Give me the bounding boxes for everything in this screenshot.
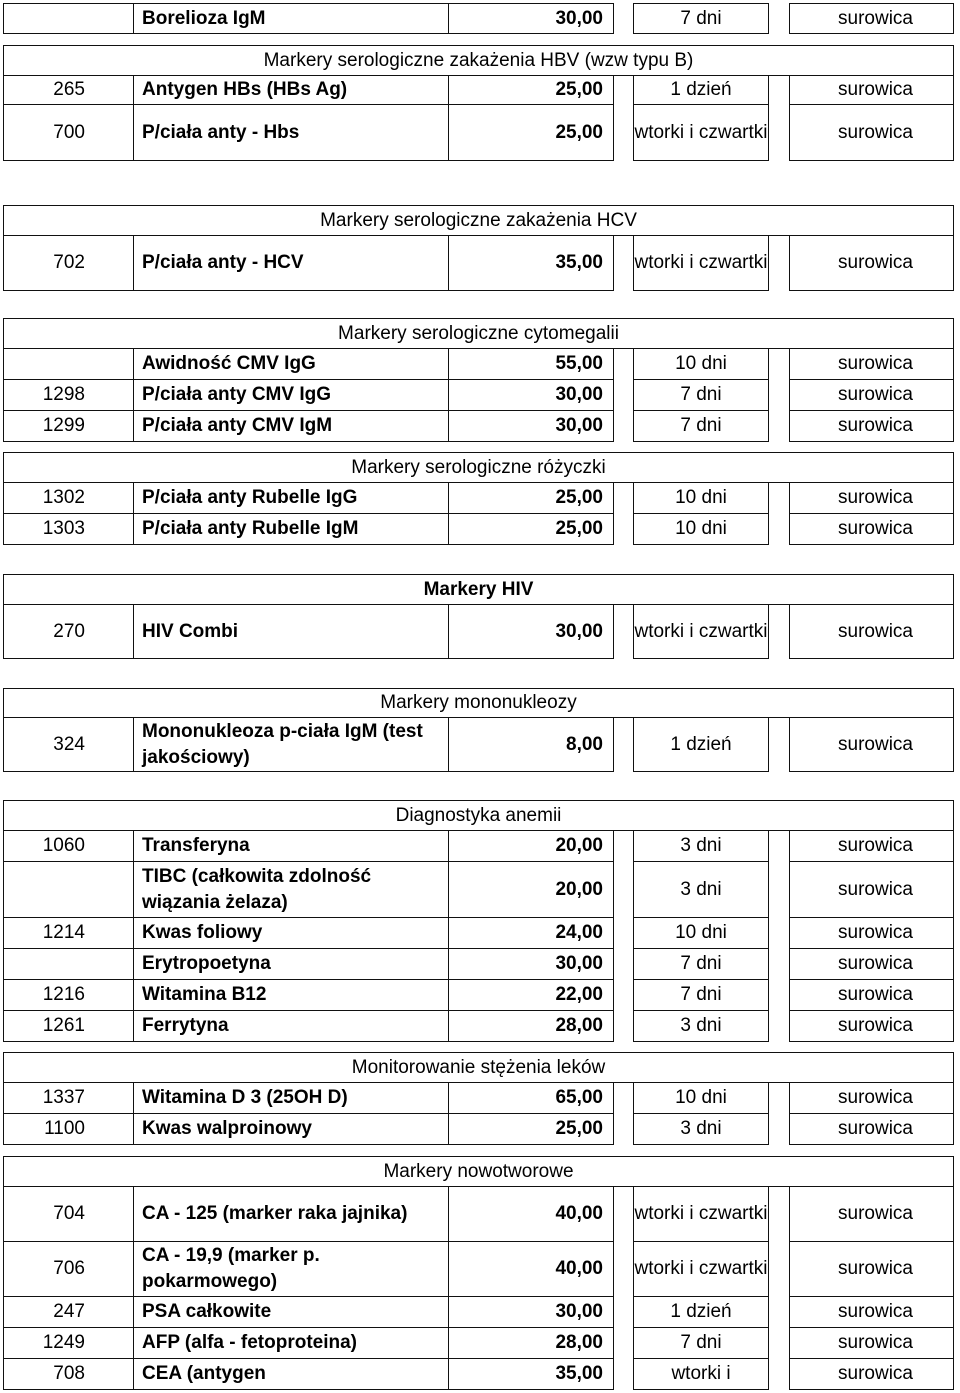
test-code: 706 bbox=[3, 1242, 134, 1297]
sample-type: surowica bbox=[789, 1297, 954, 1328]
test-row bbox=[0, 76, 960, 105]
test-name: P/ciała anty CMV IgG bbox=[133, 380, 449, 411]
sample-type: surowica bbox=[789, 514, 954, 545]
test-code bbox=[3, 862, 134, 918]
test-code: 1337 bbox=[3, 1083, 134, 1114]
sample-type: surowica bbox=[789, 605, 954, 659]
test-row bbox=[0, 1297, 960, 1328]
test-code: 708 bbox=[3, 1359, 134, 1390]
test-price: 22,00 bbox=[448, 980, 614, 1011]
section-title: Markery mononukleozy bbox=[3, 688, 954, 718]
test-price: 65,00 bbox=[448, 1083, 614, 1114]
test-price: 55,00 bbox=[448, 349, 614, 380]
test-code bbox=[3, 349, 134, 380]
test-row bbox=[0, 1114, 960, 1145]
test-row bbox=[0, 514, 960, 545]
sample-type: surowica bbox=[789, 76, 954, 105]
turnaround-time: 1 dzień bbox=[633, 718, 769, 772]
section-header-diagnostyka-anemii bbox=[0, 800, 960, 831]
test-price: 25,00 bbox=[448, 483, 614, 514]
turnaround-time: 3 dni bbox=[633, 1114, 769, 1145]
test-row bbox=[0, 1011, 960, 1042]
test-name: P/ciała anty Rubelle IgM bbox=[133, 514, 449, 545]
sample-type: surowica bbox=[789, 1187, 954, 1242]
sample-type: surowica bbox=[789, 3, 954, 34]
sample-type: surowica bbox=[789, 349, 954, 380]
turnaround-time: 7 dni bbox=[633, 949, 769, 980]
turnaround-time: 10 dni bbox=[633, 483, 769, 514]
test-row bbox=[0, 605, 960, 659]
section-title: Markery serologiczne cytomegalii bbox=[3, 318, 954, 349]
section-title: Markery serologiczne zakażenia HCV bbox=[3, 205, 954, 236]
test-price: 40,00 bbox=[448, 1242, 614, 1297]
test-price: 25,00 bbox=[448, 514, 614, 545]
test-price: 40,00 bbox=[448, 1187, 614, 1242]
test-price: 30,00 bbox=[448, 1297, 614, 1328]
test-code: 270 bbox=[3, 605, 134, 659]
turnaround-time: 3 dni bbox=[633, 862, 769, 918]
sample-type: surowica bbox=[789, 411, 954, 442]
test-code: 1298 bbox=[3, 380, 134, 411]
test-name: Ferrytyna bbox=[133, 1011, 449, 1042]
section-header-monitorowanie-stezenia-lekow bbox=[0, 1052, 960, 1083]
sample-type: surowica bbox=[789, 236, 954, 291]
section-header-markery-serologiczne-zakazenia-hcv bbox=[0, 205, 960, 236]
sample-type: surowica bbox=[789, 1083, 954, 1114]
turnaround-time: 1 dzień bbox=[633, 76, 769, 105]
test-row bbox=[0, 236, 960, 291]
test-row bbox=[0, 1328, 960, 1359]
test-code: 1060 bbox=[3, 831, 134, 862]
section-header-markery-serologiczne-zakazenia-hbv-wzw-typu-b bbox=[0, 45, 960, 76]
test-name: TIBC (całkowita zdolność wiązania żelaza) bbox=[133, 862, 449, 918]
test-price: 24,00 bbox=[448, 918, 614, 949]
turnaround-time: 7 dni bbox=[633, 980, 769, 1011]
test-name: Mononukleoza p-ciała IgM (test jakościowy) bbox=[133, 718, 449, 772]
test-code: 1303 bbox=[3, 514, 134, 545]
sample-type: surowica bbox=[789, 380, 954, 411]
test-code: 1100 bbox=[3, 1114, 134, 1145]
sample-type: surowica bbox=[789, 980, 954, 1011]
sample-type: surowica bbox=[789, 105, 954, 161]
test-price: 28,00 bbox=[448, 1011, 614, 1042]
test-row bbox=[0, 718, 960, 772]
test-name: P/ciała anty CMV IgM bbox=[133, 411, 449, 442]
test-row bbox=[0, 862, 960, 918]
section-title: Markery serologiczne różyczki bbox=[3, 452, 954, 483]
test-row bbox=[0, 1187, 960, 1242]
section-title: Markery serologiczne zakażenia HBV (wzw typu B) bbox=[3, 45, 954, 76]
turnaround-time: 1 dzień bbox=[633, 1297, 769, 1328]
sample-type: surowica bbox=[789, 862, 954, 918]
turnaround-time: 10 dni bbox=[633, 514, 769, 545]
sample-type: surowica bbox=[789, 918, 954, 949]
turnaround-time: 3 dni bbox=[633, 831, 769, 862]
section-header-markery-serologiczne-cytomegalii bbox=[0, 318, 960, 349]
test-code: 324 bbox=[3, 718, 134, 772]
section-title: Diagnostyka anemii bbox=[3, 800, 954, 831]
test-price: 30,00 bbox=[448, 949, 614, 980]
test-name: Awidność CMV IgG bbox=[133, 349, 449, 380]
section-header-markery-serologiczne-rozyczki bbox=[0, 452, 960, 483]
test-row bbox=[0, 483, 960, 514]
test-price: 25,00 bbox=[448, 76, 614, 105]
turnaround-time: 10 dni bbox=[633, 349, 769, 380]
test-price: 25,00 bbox=[448, 105, 614, 161]
test-name: Transferyna bbox=[133, 831, 449, 862]
turnaround-time: 7 dni bbox=[633, 380, 769, 411]
section-header-markery-mononukleozy bbox=[0, 688, 960, 718]
test-name: P/ciała anty Rubelle IgG bbox=[133, 483, 449, 514]
test-code: 1299 bbox=[3, 411, 134, 442]
turnaround-time: wtorki i czwartki bbox=[633, 1242, 769, 1297]
test-name: Borelioza IgM bbox=[133, 3, 449, 34]
turnaround-time: wtorki i czwartki bbox=[633, 1187, 769, 1242]
section-title: Markery HIV bbox=[3, 574, 954, 605]
test-price: 35,00 bbox=[448, 1359, 614, 1390]
test-code: 1214 bbox=[3, 918, 134, 949]
test-price: 35,00 bbox=[448, 236, 614, 291]
test-price: 30,00 bbox=[448, 3, 614, 34]
test-code bbox=[3, 3, 134, 34]
test-row bbox=[0, 3, 960, 34]
test-row bbox=[0, 949, 960, 980]
test-name: AFP (alfa - fetoproteina) bbox=[133, 1328, 449, 1359]
test-price: 30,00 bbox=[448, 411, 614, 442]
test-row bbox=[0, 349, 960, 380]
test-name: Erytropoetyna bbox=[133, 949, 449, 980]
sample-type: surowica bbox=[789, 718, 954, 772]
test-name: Witamina B12 bbox=[133, 980, 449, 1011]
test-row bbox=[0, 1242, 960, 1297]
section-title: Monitorowanie stężenia leków bbox=[3, 1052, 954, 1083]
test-name: Antygen HBs (HBs Ag) bbox=[133, 76, 449, 105]
turnaround-time: 3 dni bbox=[633, 1011, 769, 1042]
turnaround-time: 10 dni bbox=[633, 1083, 769, 1114]
turnaround-time: 10 dni bbox=[633, 918, 769, 949]
turnaround-time: wtorki i czwartki bbox=[633, 236, 769, 291]
test-row bbox=[0, 1359, 960, 1390]
turnaround-time: 7 dni bbox=[633, 411, 769, 442]
test-row bbox=[0, 918, 960, 949]
test-row bbox=[0, 1083, 960, 1114]
test-row bbox=[0, 831, 960, 862]
test-price: 20,00 bbox=[448, 862, 614, 918]
sample-type: surowica bbox=[789, 949, 954, 980]
section-header-markery-hiv bbox=[0, 574, 960, 605]
sample-type: surowica bbox=[789, 1328, 954, 1359]
section-title: Markery nowotworowe bbox=[3, 1156, 954, 1187]
test-price: 25,00 bbox=[448, 1114, 614, 1145]
test-row bbox=[0, 105, 960, 161]
test-name: CA - 125 (marker raka jajnika) bbox=[133, 1187, 449, 1242]
test-code bbox=[3, 949, 134, 980]
turnaround-time: wtorki i czwartki bbox=[633, 605, 769, 659]
section-header-markery-nowotworowe bbox=[0, 1156, 960, 1187]
turnaround-time: 7 dni bbox=[633, 3, 769, 34]
test-name: Kwas foliowy bbox=[133, 918, 449, 949]
turnaround-time: 7 dni bbox=[633, 1328, 769, 1359]
test-code: 704 bbox=[3, 1187, 134, 1242]
test-name: CA - 19,9 (marker p. pokarmowego) bbox=[133, 1242, 449, 1297]
test-code: 702 bbox=[3, 236, 134, 291]
test-price: 28,00 bbox=[448, 1328, 614, 1359]
test-row bbox=[0, 980, 960, 1011]
test-name: Witamina D 3 (25OH D) bbox=[133, 1083, 449, 1114]
test-name: PSA całkowite bbox=[133, 1297, 449, 1328]
test-price: 30,00 bbox=[448, 605, 614, 659]
test-price: 8,00 bbox=[448, 718, 614, 772]
test-code: 1302 bbox=[3, 483, 134, 514]
sample-type: surowica bbox=[789, 1359, 954, 1390]
test-code: 1249 bbox=[3, 1328, 134, 1359]
test-name: P/ciała anty - Hbs bbox=[133, 105, 449, 161]
test-code: 1216 bbox=[3, 980, 134, 1011]
turnaround-time: wtorki i czwartki bbox=[633, 105, 769, 161]
test-code: 265 bbox=[3, 76, 134, 105]
test-code: 1261 bbox=[3, 1011, 134, 1042]
test-price: 30,00 bbox=[448, 380, 614, 411]
sample-type: surowica bbox=[789, 1011, 954, 1042]
test-price: 20,00 bbox=[448, 831, 614, 862]
test-name: HIV Combi bbox=[133, 605, 449, 659]
sample-type: surowica bbox=[789, 1242, 954, 1297]
sample-type: surowica bbox=[789, 831, 954, 862]
test-row bbox=[0, 411, 960, 442]
test-name: Kwas walproinowy bbox=[133, 1114, 449, 1145]
test-name: P/ciała anty - HCV bbox=[133, 236, 449, 291]
test-code: 247 bbox=[3, 1297, 134, 1328]
sample-type: surowica bbox=[789, 1114, 954, 1145]
turnaround-time: wtorki i bbox=[633, 1359, 769, 1390]
test-code: 700 bbox=[3, 105, 134, 161]
sample-type: surowica bbox=[789, 483, 954, 514]
test-name: CEA (antygen bbox=[133, 1359, 449, 1390]
test-row bbox=[0, 380, 960, 411]
